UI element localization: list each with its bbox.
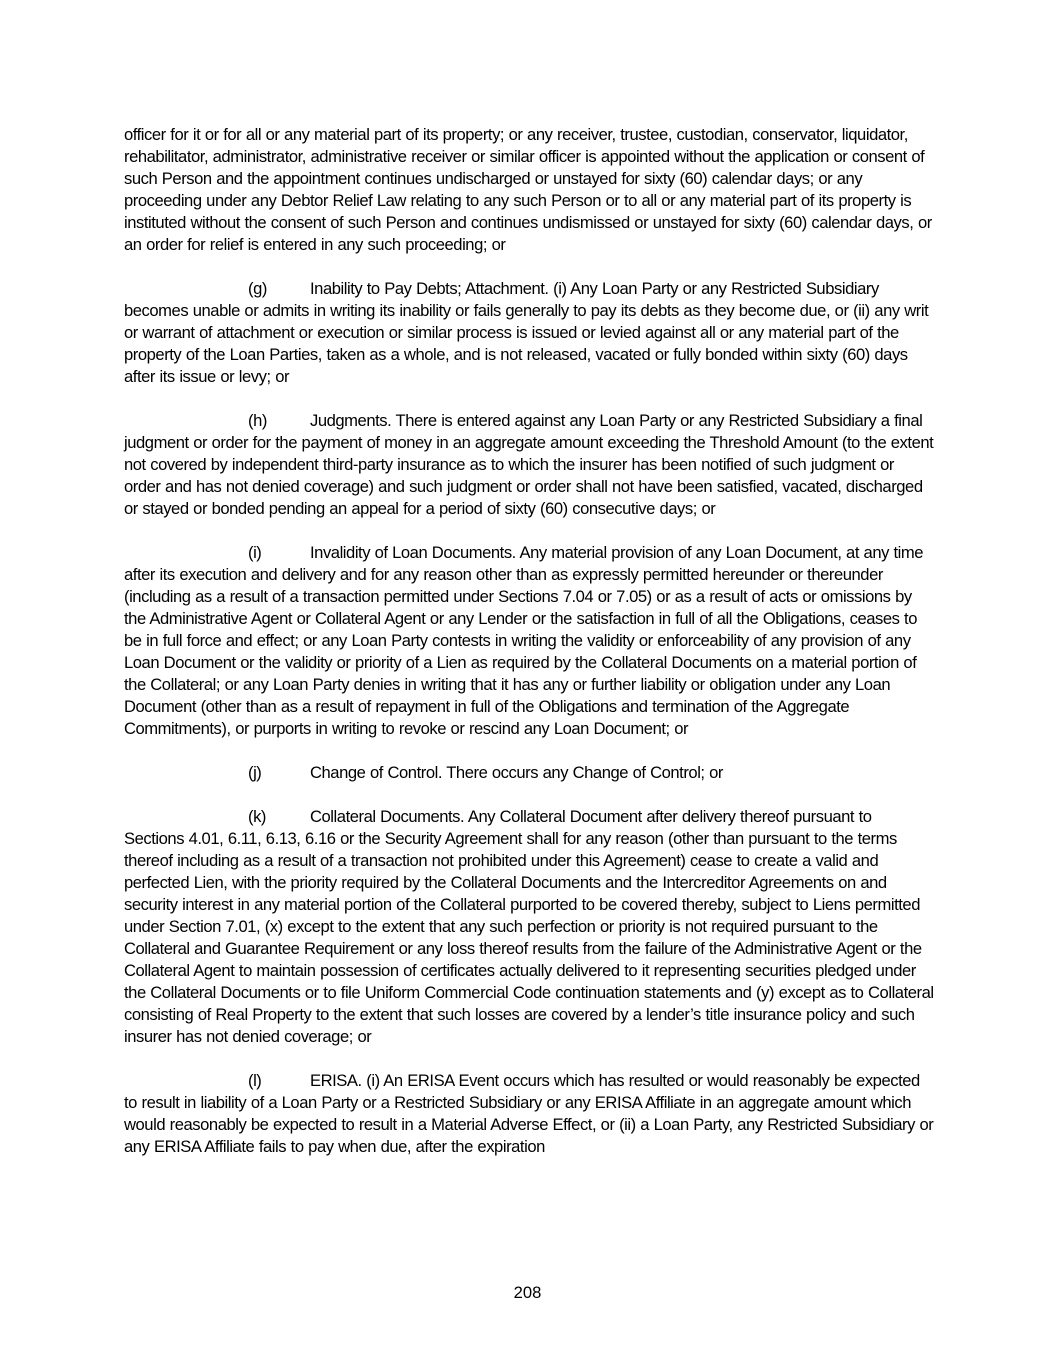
section-l-paragraph [124, 1070, 934, 1158]
section-k-paragraph [124, 806, 934, 1048]
section-text: Judgments. There is entered against any Loan Party or any Restricted Subsidiary a final judgment or order for the payment of money in an aggregate amount exceeding the Threshold Amount (to the extent not covered by independent third-party insurance as to which the insurer has been notified of such judgment or order and has not denied coverage) and such judgment or order shall not have been satisfied, vacated, discharged or stayed or bonded pending an appeal for a period of sixty (60) consecutive days; or [124, 411, 934, 518]
section-marker: (k) [248, 807, 266, 826]
continuation-paragraph [124, 124, 934, 256]
section-marker: (h) [248, 411, 267, 430]
section-marker: (l) [248, 1071, 262, 1090]
section-j-paragraph [124, 762, 934, 784]
section-g-paragraph [124, 278, 934, 388]
section-text: Inability to Pay Debts; Attachment. (i) Any Loan Party or any Restricted Subsidiary becomes unable or admits in writing its inability or fails generally to pay its debts as they become due, or (ii) any writ or warrant of attachment or execution or similar process is issued or levied against all or any material part of the property of the Loan Parties, taken as a whole, and is not released, vacated or fully bonded within sixty (60) days after its issue or levy; or [124, 279, 929, 386]
section-text: Change of Control. There occurs any Change of Control; or [310, 763, 724, 782]
section-marker: (i) [248, 543, 262, 562]
page-number: 208 [513, 1283, 542, 1302]
document-body [124, 124, 934, 1180]
section-marker: (j) [248, 763, 262, 782]
section-text: Invalidity of Loan Documents. Any material provision of any Loan Document, at any time after its execution and delivery and for any reason other than as expressly permitted hereunder or thereunder (including as a result of a transaction permitted under Sections 7.04 or 7.05) or as a result of acts or omissions by the Administrative Agent or Collateral Agent or any Lender or the satisfaction in full of all the Obligations, ceases to be in full force and effect; or any Loan Party contests in writing the validity or enforceability of any provision of any Loan Document or the validity or priority of a Lien as required by the Collateral Documents on a material portion of the Collateral; or any Loan Party denies in writing that it has any or further liability or obligation under any Loan Document (other than as a result of repayment in full of the Obligations and termination of the Aggregate Commitments), or purports in writing to revoke or rescind any Loan Document; or [124, 543, 924, 738]
paragraph-text: officer for it or for all or any material part of its property; or any receiver, trustee, custodian, conservator, liquidator, rehabilitator, administrator, administrative receiver or similar officer is appointed without the application or consent of such Person and the appointment continues undischarged or unstayed for sixty (60) calendar days; or any proceeding under any Debtor Relief Law relating to any such Person or to all or any material part of its property is instituted without the consent of such Person and continues undismissed or unstayed for sixty (60) calendar days, or an order for relief is entered in any such proceeding; or [124, 125, 932, 254]
section-marker: (g) [248, 279, 267, 298]
section-text: ERISA. (i) An ERISA Event occurs which has resulted or would reasonably be expected to result in liability of a Loan Party or a Restricted Subsidiary or any ERISA Affiliate in an aggregate amount which would reasonably be expected to result in a Material Adverse Effect, or (ii) a Loan Party, any Restricted Subsidiary or any ERISA Affiliate fails to pay when due, after the expiration [124, 1071, 934, 1156]
section-h-paragraph [124, 410, 934, 520]
section-i-paragraph [124, 542, 934, 740]
section-text: Collateral Documents. Any Collateral Document after delivery thereof pursuant to Sections 4.01, 6.11, 6.13, 6.16 or the Security Agreement shall for any reason (other than pursuant to the terms thereof including as a result of a transaction not prohibited under this Agreement) cease to create a valid and perfected Lien, with the priority required by the Collateral Documents and the Intercreditor Agreements on and security interest in any material portion of the Collateral purported to be covered thereby, subject to Liens permitted under Section 7.01, (x) except to the extent that any such perfection or priority is not required pursuant to the Collateral and Guarantee Requirement or any loss thereof results from the failure of the Administrative Agent or the Collateral Agent to maintain possession of certificates actually delivered to it representing securities pledged under the Collateral Documents or to file Uniform Commercial Code continuation statements and (y) except as to Collateral consisting of Real Property to the extent that such losses are covered by a lender’s title insurance policy and such insurer has not denied coverage; or [124, 807, 934, 1046]
